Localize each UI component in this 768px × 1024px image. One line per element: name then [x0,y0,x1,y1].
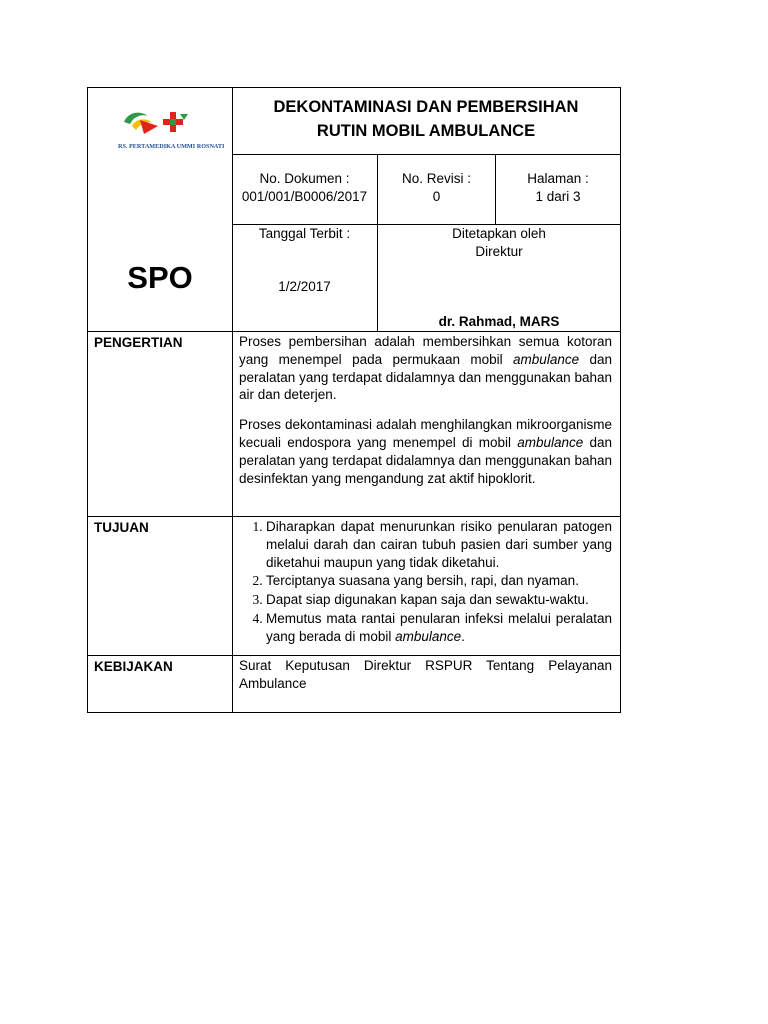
tujuan-content [239,518,612,647]
kebijakan-label: KEBIJAKAN [94,659,173,674]
kebijakan-content: Surat Keputusan Direktur RSPUR Tentang Pelayanan Ambulance [239,658,612,691]
no-dokumen-cell [232,155,378,225]
no-revisi-value: 0 [432,189,441,204]
title-line-1: DEKONTAMINASI DAN PEMBERSIHAN [273,98,579,116]
list-item: 4. Memutus mata rantai penularan infeksi melalui peralatan yang berada di mobil ambulance. [266,610,612,646]
list-item: 1. Diharapkan dapat menurunkan risiko penularan patogen melalui darah dan cairan tubuh pasien dari sumber yang diketahui maupun yang tidak diketahui. [266,518,612,571]
title-line-2: RUTIN MOBIL AMBULANCE [316,122,536,140]
no-revisi-cell [378,155,496,225]
ditetapkan-cell [378,225,620,331]
tujuan-label: TUJUAN [94,520,149,535]
no-revisi-label: No. Revisi : [401,171,472,186]
halaman-value: 1 dari 3 [535,189,581,204]
hospital-logo-icon [118,108,198,138]
pengertian-label: PENGERTIAN [94,335,183,350]
spo-document [87,87,621,713]
no-dokumen-value: 001/001/B0006/2017 [241,189,368,204]
section-tujuan [87,517,621,656]
pengertian-paragraph-1: Proses pembersihan adalah membersihkan semua kotoran yang menempel pada permukaan mobil ambulance dan peralatan yang terdapat didalamnya dan menggunakan bahan air dan deterjen. [239,334,612,403]
ditetapkan-line-2: Direktur [475,244,523,259]
halaman-label: Halaman : [527,171,589,186]
header-left-column [88,88,233,331]
hospital-name: RS. PERTAMEDIKA UMMI ROSNATI [118,143,225,150]
section-kebijakan [87,656,621,713]
spo-label: SPO [127,260,193,295]
list-item: 3. Dapat siap digunakan kapan saja dan sewaktu-waktu. [266,591,612,609]
halaman-cell [496,155,620,225]
section-pengertian [87,332,621,517]
pengertian-content [239,333,612,499]
hospital-logo [118,108,228,148]
no-dokumen-label: No. Dokumen : [259,171,350,186]
tujuan-list [239,518,612,646]
list-item: 2. Terciptanya suasana yang bersih, rapi, dan nyaman. [266,572,612,590]
tanggal-label: Tanggal Terbit : [258,226,351,241]
tanggal-value: 1/2/2017 [278,279,331,294]
tanggal-cell [232,225,378,331]
header-block [87,87,621,332]
title-cell [232,88,620,155]
ditetapkan-line-1: Ditetapkan oleh [452,226,546,241]
pengertian-paragraph-2: Proses dekontaminasi adalah menghilangkan mikroorganisme kecuali endospora yang menempel di mobil ambulance dan peralatan yang terdapat didalamnya dan menggunakan bahan desinfektan yang mengandung zat aktif hipoklorit. [239,417,612,486]
signatory-name: dr. Rahmad, MARS [438,314,560,329]
